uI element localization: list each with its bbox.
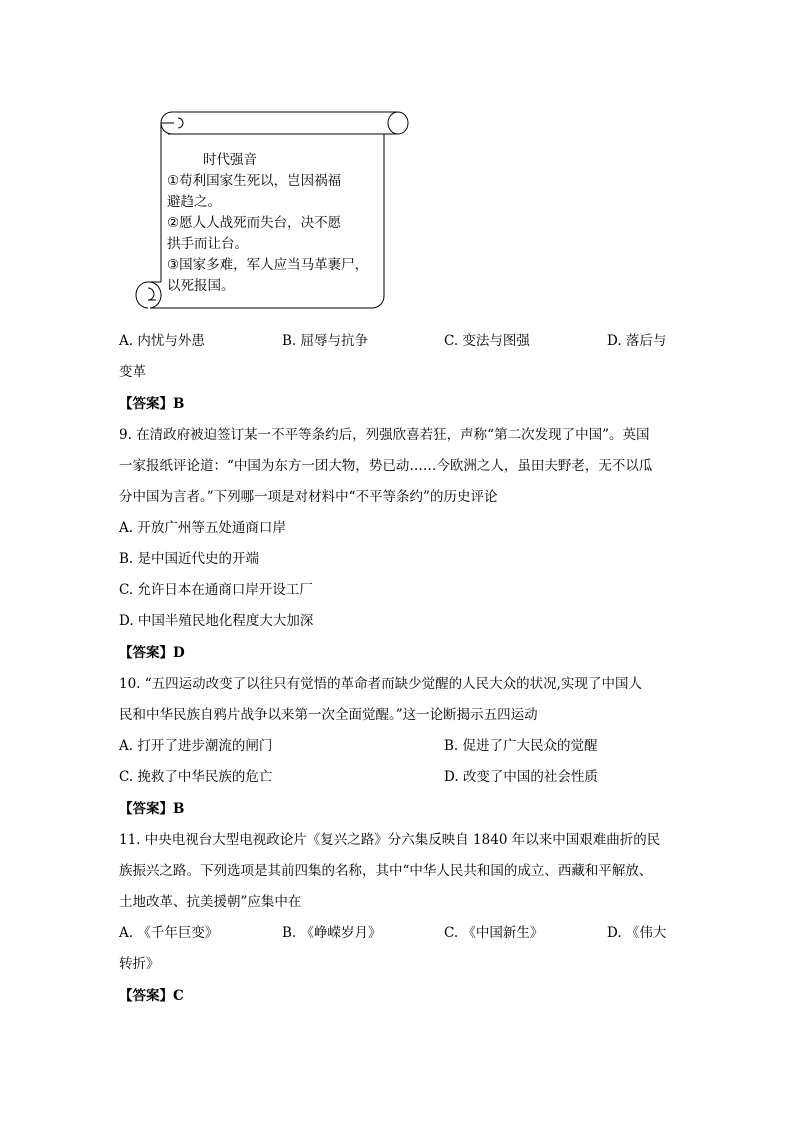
q11-stem-line: 11. 中央电视台大型电视政论片《复兴之路》分六集反映自 1840 年以来中国艰难曲折的民	[119, 832, 661, 848]
q10-stem-line: 10. “五四运动改变了以往只有觉悟的革命者而缺少觉醒的人民大众的状况,实现了中国人	[119, 676, 642, 692]
scroll-line: 拱手而让台。	[167, 236, 248, 252]
q9-answer: 【答案】D	[119, 645, 185, 661]
q9-option-a: A. 开放广州等五处通商口岸	[119, 520, 286, 536]
q10-option-c: C. 挽救了中华民族的危亡	[119, 769, 273, 785]
q9-stem-line: 9. 在清政府被迫签订某一不平等条约后，列强欣喜若狂，声称“第二次发现了中国”。英国	[119, 427, 650, 443]
q11-stem-line: 土地改革、抗美援朝”应集中在	[119, 894, 302, 910]
scroll-content	[167, 150, 382, 297]
q11-option-b: B. 《峥嵘岁月》	[282, 925, 382, 941]
q11-stem-line: 族振兴之路。下列选项是其前四集的名称，其中“中华人民共和国的成立、西藏和平解放、	[119, 863, 653, 879]
scroll-line: ②愿人人战死而失台，决不愿	[167, 215, 342, 231]
q9-stem-line: 分中国为言者。”下列哪一项是对材料中“不平等条约”的历史评论	[119, 489, 498, 505]
q9-stem-line: 一家报纸评论道：“中国为东方一团大物，势已动……今欧洲之人，虽田夫野老，无不以瓜	[119, 458, 653, 474]
q8-option-a: A. 内忧与外患	[119, 333, 205, 349]
q8-option-b: B. 屈辱与抗争	[282, 333, 369, 349]
q8-option-d-wrap: 变革	[119, 364, 146, 380]
scroll-title: 时代强音	[203, 152, 257, 168]
q8-answer: 【答案】B	[119, 396, 185, 412]
q10-stem-line: 民和中华民族自鸦片战争以来第一次全面觉醒。”这一论断揭示五四运动	[119, 707, 538, 723]
scroll-line: 避趋之。	[167, 194, 221, 210]
q8-option-d: D. 落后与	[607, 333, 667, 349]
scroll-line: ①苟利国家生死以，岂因祸福	[167, 173, 342, 189]
q9-option-d: D. 中国半殖民地化程度大大加深	[119, 613, 314, 629]
q11-option-a: A. 《千年巨变》	[119, 925, 219, 941]
q9-option-b: B. 是中国近代史的开端	[119, 551, 260, 567]
q11-option-d: D. 《伟大	[607, 925, 667, 941]
scroll-line: 以死报国。	[167, 278, 235, 294]
scroll-line: ③国家多难，军人应当马革裹尸，	[167, 257, 369, 273]
q10-option-a: A. 打开了进步潮流的闸门	[119, 738, 273, 754]
q9-option-c: C. 允许日本在通商口岸开设工厂	[119, 582, 313, 598]
q8-option-c: C. 变法与图强	[444, 333, 530, 349]
q10-option-d: D. 改变了中国的社会性质	[444, 769, 598, 785]
q11-answer: 【答案】C	[119, 988, 184, 1004]
q11-option-c: C. 《中国新生》	[444, 925, 544, 941]
q11-option-d-wrap: 转折》	[119, 956, 160, 972]
q10-answer: 【答案】B	[119, 801, 185, 817]
q10-option-b: B. 促进了广大民众的觉醒	[444, 738, 598, 754]
